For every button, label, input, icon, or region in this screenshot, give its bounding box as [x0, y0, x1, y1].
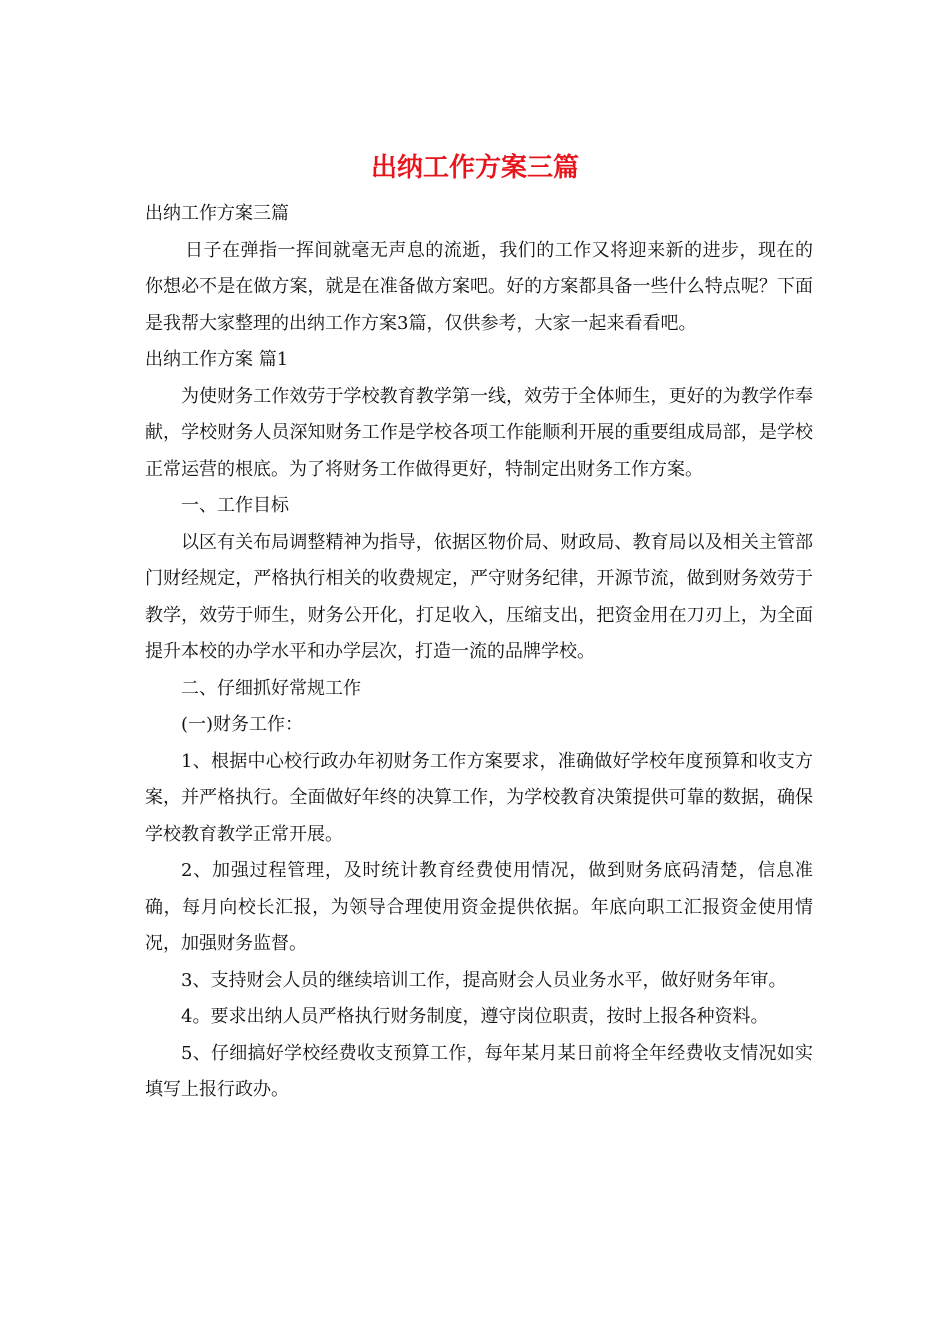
intro-paragraph: 日子在弹指一挥间就毫无声息的流逝，我们的工作又将迎来新的进步，现在的你想必不是在做方案，就是在准备做方案吧。好的方案都具备一些什么特点呢？下面是我帮大家整理的出纳工作方案3篇，仅供参考，大家一起来看看吧。 — [145, 239, 813, 334]
list-item-3: 3、支持财会人员的继续培训工作，提高财会人员业务水平，做好财务年审。 — [181, 969, 787, 991]
list-item-5: 5、仔细搞好学校经费收支预算工作，每年某月某日前将全年经费收支情况如实填写上报行政办。 — [145, 1042, 813, 1100]
section-heading-plan-1: 出纳工作方案 篇1 — [145, 349, 289, 370]
subtitle-line: 出纳工作方案三篇 — [145, 203, 289, 224]
document-body — [145, 196, 813, 1109]
subheading-finance-work: (一)财务工作： — [181, 714, 304, 735]
list-item-4: 4。要求出纳人员严格执行财务制度，遵守岗位职责，按时上报各种资料。 — [181, 1006, 769, 1027]
list-item-1: 1、根据中心校行政办年初财务工作方案要求，准确做好学校年度预算和收支方案，并严格执行。全面做好年终的决算工作，为学校教育决策提供可靠的数据，确保学校教育教学正常开展。 — [145, 750, 813, 845]
heading-routine-work: 二、仔细抓好常规工作 — [181, 677, 361, 699]
plan-1-intro-paragraph: 为使财务工作效劳于学校教育教学第一线，效劳于全体师生，更好的为教学作奉献，学校财务人员深知财务工作是学校各项工作能顺利开展的重要组成局部，是学校正常运营的根底。为了将财务工作做得更好，特制定出财务工作方案。 — [145, 385, 813, 480]
document-title: 出纳工作方案三篇 — [370, 153, 579, 183]
list-item-2: 2、加强过程管理，及时统计教育经费使用情况，做到财务底码清楚，信息准确，每月向校长汇报，为领导合理使用资金提供依据。年底向职工汇报资金使用情况，加强财务监督。 — [145, 860, 813, 954]
work-goal-paragraph: 以区有关布局调整精神为指导，依据区物价局、财政局、教育局以及相关主管部门财经规定，严格执行相关的收费规定，严守财务纪律，开源节流，做到财务效劳于教学，效劳于师生，财务公开化，打足收入，压缩支出，把资金用在刀刃上，为全面提升本校的办学水平和办学层次，打造一流的品牌学校。 — [145, 531, 813, 662]
heading-work-goal: 一、工作目标 — [181, 495, 289, 516]
